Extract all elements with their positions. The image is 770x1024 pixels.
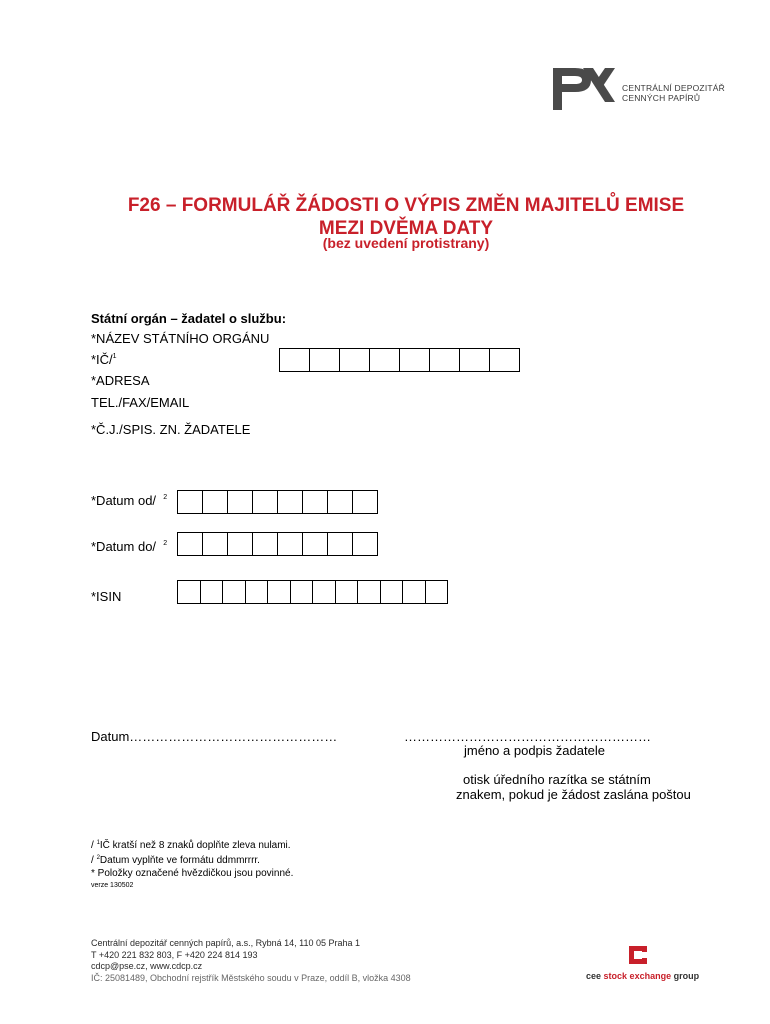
address-label: *ADRESA [91, 373, 150, 388]
isin-char-box[interactable] [313, 581, 336, 603]
footer-line1: Centrální depozitář cenných papírů, a.s., Rybná 14, 110 05 Praha 1 [91, 938, 361, 948]
ic-digit-box[interactable] [490, 349, 520, 371]
name-label: *NÁZEV STÁTNÍHO ORGÁNU [91, 331, 270, 346]
isin-char-box[interactable] [178, 581, 201, 603]
ic-digit-box[interactable] [310, 349, 340, 371]
date-to-digit-box[interactable] [303, 533, 328, 555]
date-signature-line[interactable]: Datum………………………………………… [91, 729, 338, 744]
date-to-digit-box[interactable] [203, 533, 228, 555]
isin-char-box[interactable] [223, 581, 246, 603]
ic-digit-box[interactable] [430, 349, 460, 371]
date-to-digit-box[interactable] [353, 533, 378, 555]
date-to-digit-box[interactable] [278, 533, 303, 555]
cee-part2: stock exchange [603, 971, 672, 981]
footer-address [91, 938, 411, 984]
date-to-label [91, 539, 167, 554]
isin-char-box[interactable] [291, 581, 314, 603]
footnotes [91, 837, 293, 880]
form-subtitle: (bez uvedení protistrany) [322, 235, 490, 251]
isin-boxes[interactable] [177, 580, 448, 604]
date-from-digit-box[interactable] [328, 491, 353, 513]
logo-line2: CENNÝCH PAPÍRŮ [622, 93, 701, 103]
date-from-digit-box[interactable] [253, 491, 278, 513]
footnote-2-marker: 2 [96, 855, 100, 861]
isin-char-box[interactable] [403, 581, 426, 603]
date-to-digit-box[interactable] [178, 533, 203, 555]
ic-label [91, 352, 117, 367]
stamp-note-line2: znakem, pokud je žádost zaslána poštou [456, 787, 691, 802]
date-from-digit-box[interactable] [353, 491, 378, 513]
footer-line4: IČ: 25081489, Obchodní rejstřík Městského soudu v Praze, oddíl B, vložka 4308 [91, 972, 411, 983]
ic-digit-box[interactable] [370, 349, 400, 371]
footnote-3: * Položky označené hvězdičkou jsou povinné. [91, 868, 294, 879]
form-title [0, 194, 770, 240]
title-line1: F26 – FORMULÁŘ ŽÁDOSTI O VÝPIS ZMĚN MAJITELŮ EMISE [127, 195, 685, 216]
reference-label: *Č.J./SPIS. ZN. ŽADATELE [91, 422, 251, 437]
footnote-1-text: IČ kratší než 8 znaků doplňte zleva nulami. [99, 840, 291, 851]
date-to-digit-box[interactable] [328, 533, 353, 555]
isin-char-box[interactable] [426, 581, 449, 603]
isin-label: *ISIN [91, 589, 122, 604]
date-to-footnote-ref: 2 [163, 540, 168, 547]
signature-caption: jméno a podpis žadatele [464, 743, 605, 758]
footnote-2 [91, 852, 293, 867]
ic-footnote-ref: 1 [112, 353, 117, 360]
contact-label: TEL./FAX/EMAIL [91, 395, 190, 410]
isin-char-box[interactable] [246, 581, 269, 603]
cee-group-text [586, 971, 699, 981]
date-from-digit-box[interactable] [203, 491, 228, 513]
date-from-label [91, 493, 167, 508]
ic-input-boxes[interactable] [279, 348, 520, 372]
logo-line1: CENTRÁLNÍ DEPOZITÁŘ [622, 83, 725, 93]
date-to-digit-box[interactable] [253, 533, 278, 555]
date-from-digit-box[interactable] [278, 491, 303, 513]
isin-char-box[interactable] [336, 581, 359, 603]
footnote-1-prefix: / [91, 840, 94, 851]
ic-digit-box[interactable] [400, 349, 430, 371]
title-line2: MEZI DVĚMA DATY [318, 218, 494, 239]
section-title: Státní orgán – žadatel o službu: [91, 311, 287, 326]
ic-label-text: *IČ/ [91, 352, 113, 367]
stamp-note-line1: otisk úředního razítka se státním [463, 772, 651, 787]
signature-line[interactable]: ………………………………………………… [404, 729, 651, 744]
isin-char-box[interactable] [358, 581, 381, 603]
date-to-boxes[interactable] [177, 532, 378, 556]
cee-part3: group [673, 971, 700, 981]
date-to-digit-box[interactable] [228, 533, 253, 555]
footnote-1 [91, 837, 293, 852]
footer-line2: T +420 221 832 803, F +420 224 814 193 [91, 949, 258, 960]
date-from-text: *Datum od/ [91, 493, 157, 508]
date-from-boxes[interactable] [177, 490, 378, 514]
date-from-digit-box[interactable] [228, 491, 253, 513]
footer-line3: cdcp@pse.cz, www.cdcp.cz [91, 961, 203, 971]
ic-digit-box[interactable] [460, 349, 490, 371]
isin-char-box[interactable] [201, 581, 224, 603]
date-from-digit-box[interactable] [303, 491, 328, 513]
version-label: verze 130502 [91, 882, 134, 889]
footnote-2-prefix: / [91, 855, 94, 866]
isin-char-box[interactable] [268, 581, 291, 603]
isin-char-box[interactable] [381, 581, 404, 603]
logo-text [622, 83, 725, 103]
date-to-text: *Datum do/ [91, 539, 157, 554]
date-from-footnote-ref: 2 [163, 494, 168, 501]
cee-part1: cee [586, 971, 602, 981]
footnote-1-marker: 1 [96, 840, 100, 846]
cee-logo-icon [627, 944, 649, 966]
footnote-2-text: Datum vyplňte ve formátu ddmmrrrr. [99, 855, 260, 866]
px-logo-icon [553, 66, 615, 110]
ic-digit-box[interactable] [340, 349, 370, 371]
date-from-digit-box[interactable] [178, 491, 203, 513]
ic-digit-box[interactable] [280, 349, 310, 371]
